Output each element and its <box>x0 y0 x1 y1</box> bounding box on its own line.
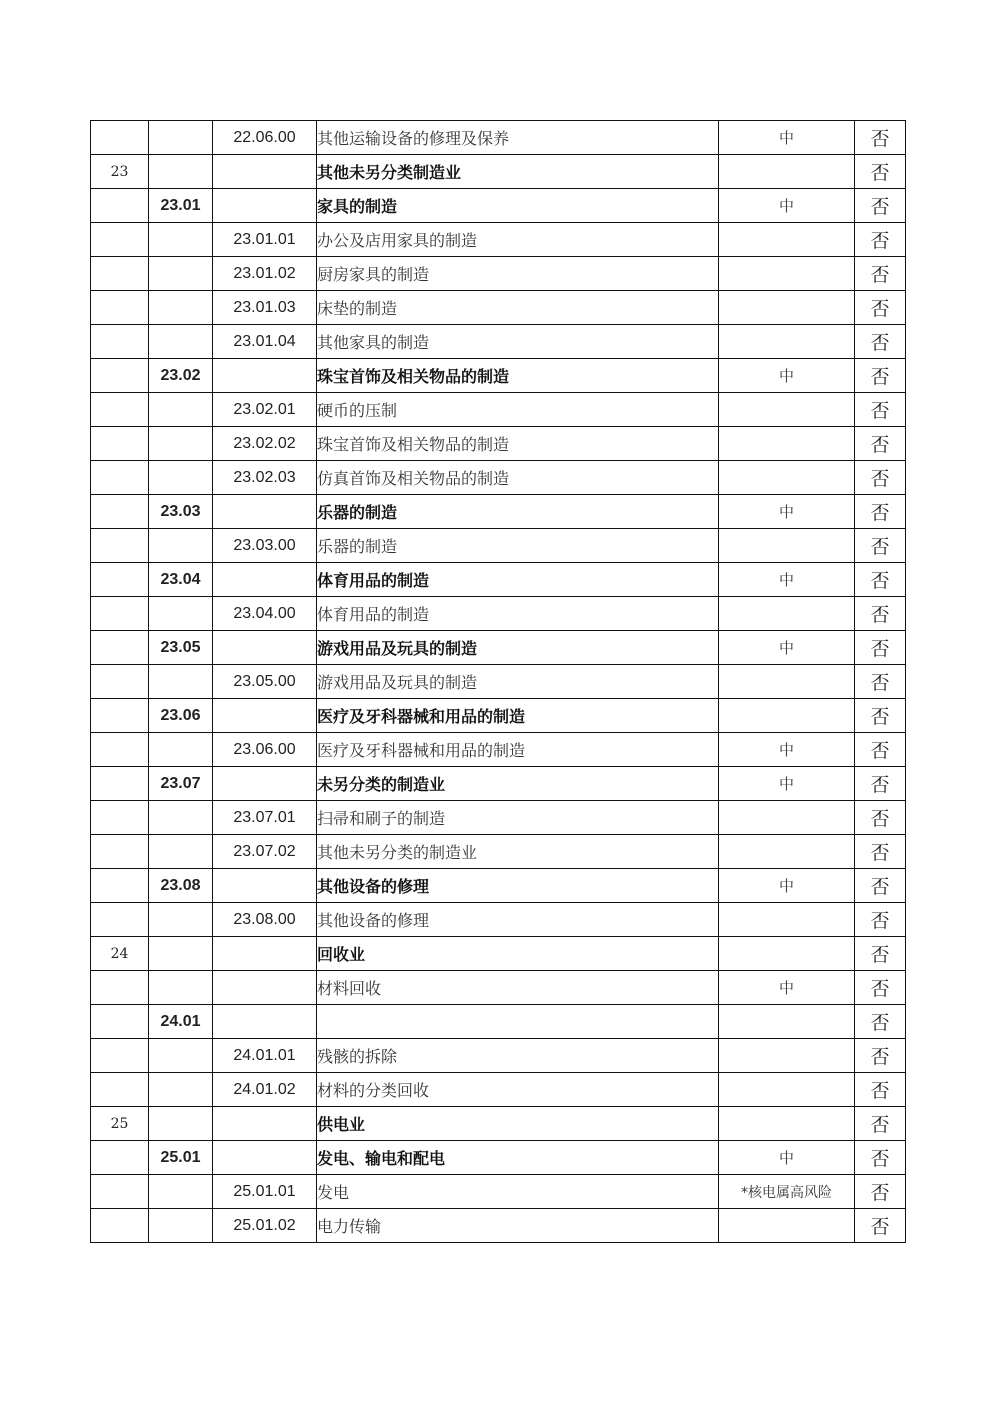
industry-name-cell: 其他设备的修理 <box>317 869 719 903</box>
section-code-cell <box>91 393 149 427</box>
flag-cell: 否 <box>855 155 906 189</box>
class-code-cell: 22.06.00 <box>213 121 317 155</box>
flag-cell: 否 <box>855 291 906 325</box>
class-code-cell: 23.04.00 <box>213 597 317 631</box>
industry-name-cell: 游戏用品及玩具的制造 <box>317 631 719 665</box>
industry-name-cell: 硬币的压制 <box>317 393 719 427</box>
flag-cell: 否 <box>855 1175 906 1209</box>
table-row <box>91 223 906 257</box>
risk-level-cell <box>719 801 855 835</box>
flag-cell: 否 <box>855 427 906 461</box>
class-code-cell: 23.02.01 <box>213 393 317 427</box>
group-code-cell: 23.08 <box>149 869 213 903</box>
class-code-cell: 23.05.00 <box>213 665 317 699</box>
table-row <box>91 903 906 937</box>
class-code-cell: 23.01.03 <box>213 291 317 325</box>
group-code-cell <box>149 257 213 291</box>
industry-name-cell: 供电业 <box>317 1107 719 1141</box>
table-row <box>91 189 906 223</box>
risk-level-cell <box>719 291 855 325</box>
flag-cell: 否 <box>855 189 906 223</box>
section-code-cell <box>91 1175 149 1209</box>
flag-cell: 否 <box>855 767 906 801</box>
table-row <box>91 1073 906 1107</box>
flag-cell: 否 <box>855 1005 906 1039</box>
risk-level-cell <box>719 393 855 427</box>
group-code-cell <box>149 1175 213 1209</box>
risk-level-cell: 中 <box>719 121 855 155</box>
industry-name-cell: 其他设备的修理 <box>317 903 719 937</box>
flag-cell: 否 <box>855 393 906 427</box>
section-code-cell <box>91 971 149 1005</box>
section-code-cell <box>91 1073 149 1107</box>
group-code-cell <box>149 903 213 937</box>
risk-level-cell <box>719 223 855 257</box>
class-code-cell: 23.08.00 <box>213 903 317 937</box>
group-code-cell <box>149 121 213 155</box>
group-code-cell: 23.06 <box>149 699 213 733</box>
class-code-cell <box>213 971 317 1005</box>
industry-name-cell: 未另分类的制造业 <box>317 767 719 801</box>
section-code-cell <box>91 767 149 801</box>
flag-cell: 否 <box>855 937 906 971</box>
industry-name-cell: 乐器的制造 <box>317 495 719 529</box>
industry-name-cell: 厨房家具的制造 <box>317 257 719 291</box>
risk-level-cell: 中 <box>719 563 855 597</box>
class-code-cell <box>213 495 317 529</box>
section-code-cell <box>91 597 149 631</box>
group-code-cell: 23.03 <box>149 495 213 529</box>
class-code-cell: 23.01.01 <box>213 223 317 257</box>
table-row <box>91 869 906 903</box>
section-code-cell <box>91 665 149 699</box>
class-code-cell: 25.01.01 <box>213 1175 317 1209</box>
class-code-cell: 23.07.01 <box>213 801 317 835</box>
table-row <box>91 393 906 427</box>
industry-name-cell: 家具的制造 <box>317 189 719 223</box>
flag-cell: 否 <box>855 835 906 869</box>
group-code-cell <box>149 393 213 427</box>
industry-name-cell: 残骸的拆除 <box>317 1039 719 1073</box>
section-code-cell <box>91 121 149 155</box>
section-code-cell <box>91 1005 149 1039</box>
group-code-cell <box>149 835 213 869</box>
class-code-cell <box>213 631 317 665</box>
risk-level-cell <box>719 937 855 971</box>
flag-cell: 否 <box>855 869 906 903</box>
section-code-cell <box>91 291 149 325</box>
section-code-cell <box>91 563 149 597</box>
group-code-cell: 24.01 <box>149 1005 213 1039</box>
section-code-cell <box>91 461 149 495</box>
group-code-cell <box>149 325 213 359</box>
group-code-cell <box>149 733 213 767</box>
flag-cell: 否 <box>855 801 906 835</box>
risk-level-cell <box>719 1005 855 1039</box>
risk-level-cell: 中 <box>719 359 855 393</box>
table-row <box>91 461 906 495</box>
table-row <box>91 155 906 189</box>
table-row <box>91 529 906 563</box>
table-row <box>91 937 906 971</box>
industry-name-cell: 乐器的制造 <box>317 529 719 563</box>
group-code-cell: 23.05 <box>149 631 213 665</box>
risk-level-cell <box>719 427 855 461</box>
flag-cell: 否 <box>855 733 906 767</box>
risk-level-cell <box>719 257 855 291</box>
industry-classification-table <box>90 120 906 1243</box>
table-row <box>91 801 906 835</box>
industry-name-cell: 仿真首饰及相关物品的制造 <box>317 461 719 495</box>
class-code-cell: 23.01.02 <box>213 257 317 291</box>
class-code-cell: 23.02.02 <box>213 427 317 461</box>
table-row <box>91 1005 906 1039</box>
class-code-cell: 23.02.03 <box>213 461 317 495</box>
section-code-cell <box>91 325 149 359</box>
risk-level-cell <box>719 1039 855 1073</box>
group-code-cell <box>149 427 213 461</box>
flag-cell: 否 <box>855 223 906 257</box>
flag-cell: 否 <box>855 461 906 495</box>
flag-cell: 否 <box>855 1039 906 1073</box>
risk-level-cell <box>719 1107 855 1141</box>
risk-level-cell <box>719 155 855 189</box>
table-row <box>91 631 906 665</box>
group-code-cell <box>149 291 213 325</box>
flag-cell: 否 <box>855 1107 906 1141</box>
group-code-cell <box>149 529 213 563</box>
table-row <box>91 665 906 699</box>
industry-name-cell: 珠宝首饰及相关物品的制造 <box>317 359 719 393</box>
table-row <box>91 257 906 291</box>
risk-level-cell <box>719 903 855 937</box>
section-code-cell <box>91 733 149 767</box>
table-row <box>91 1141 906 1175</box>
section-code-cell <box>91 1141 149 1175</box>
industry-name-cell: 床垫的制造 <box>317 291 719 325</box>
section-code-cell <box>91 699 149 733</box>
flag-cell: 否 <box>855 257 906 291</box>
table-row <box>91 291 906 325</box>
class-code-cell: 24.01.01 <box>213 1039 317 1073</box>
group-code-cell <box>149 1107 213 1141</box>
risk-level-cell <box>719 665 855 699</box>
class-code-cell: 23.03.00 <box>213 529 317 563</box>
table-row <box>91 699 906 733</box>
group-code-cell: 23.02 <box>149 359 213 393</box>
group-code-cell <box>149 937 213 971</box>
group-code-cell <box>149 1039 213 1073</box>
class-code-cell <box>213 1107 317 1141</box>
group-code-cell <box>149 801 213 835</box>
flag-cell: 否 <box>855 359 906 393</box>
industry-name-cell: 其他运输设备的修理及保养 <box>317 121 719 155</box>
section-code-cell <box>91 495 149 529</box>
group-code-cell <box>149 223 213 257</box>
class-code-cell <box>213 155 317 189</box>
section-code-cell <box>91 427 149 461</box>
group-code-cell <box>149 461 213 495</box>
section-code-cell <box>91 1209 149 1243</box>
section-code-cell <box>91 257 149 291</box>
flag-cell: 否 <box>855 631 906 665</box>
class-code-cell <box>213 563 317 597</box>
group-code-cell <box>149 1209 213 1243</box>
industry-name-cell: 其他未另分类制造业 <box>317 155 719 189</box>
section-code-cell: 25 <box>91 1107 149 1141</box>
class-code-cell: 24.01.02 <box>213 1073 317 1107</box>
table-row <box>91 121 906 155</box>
risk-level-cell <box>719 1073 855 1107</box>
table-row <box>91 1209 906 1243</box>
table-row <box>91 1039 906 1073</box>
table-body <box>91 121 906 1243</box>
group-code-cell <box>149 1073 213 1107</box>
flag-cell: 否 <box>855 903 906 937</box>
class-code-cell: 25.01.02 <box>213 1209 317 1243</box>
table-row <box>91 495 906 529</box>
group-code-cell: 23.04 <box>149 563 213 597</box>
section-code-cell <box>91 223 149 257</box>
industry-name-cell: 扫帚和刷子的制造 <box>317 801 719 835</box>
section-code-cell <box>91 359 149 393</box>
class-code-cell: 23.06.00 <box>213 733 317 767</box>
flag-cell: 否 <box>855 1073 906 1107</box>
table-row <box>91 767 906 801</box>
industry-name-cell: 材料回收 <box>317 971 719 1005</box>
section-code-cell <box>91 801 149 835</box>
risk-level-cell <box>719 461 855 495</box>
risk-level-cell: *核电属高风险 <box>719 1175 855 1209</box>
class-code-cell <box>213 1005 317 1039</box>
risk-level-cell <box>719 597 855 631</box>
industry-name-cell: 珠宝首饰及相关物品的制造 <box>317 427 719 461</box>
industry-name-cell: 发电 <box>317 1175 719 1209</box>
group-code-cell <box>149 971 213 1005</box>
flag-cell: 否 <box>855 121 906 155</box>
industry-name-cell: 游戏用品及玩具的制造 <box>317 665 719 699</box>
group-code-cell <box>149 597 213 631</box>
section-code-cell: 23 <box>91 155 149 189</box>
group-code-cell: 25.01 <box>149 1141 213 1175</box>
industry-name-cell: 材料的分类回收 <box>317 1073 719 1107</box>
section-code-cell: 24 <box>91 937 149 971</box>
risk-level-cell: 中 <box>719 189 855 223</box>
flag-cell: 否 <box>855 665 906 699</box>
industry-name-cell: 体育用品的制造 <box>317 563 719 597</box>
flag-cell: 否 <box>855 325 906 359</box>
risk-level-cell: 中 <box>719 767 855 801</box>
class-code-cell <box>213 937 317 971</box>
section-code-cell <box>91 903 149 937</box>
table-row <box>91 971 906 1005</box>
class-code-cell <box>213 1141 317 1175</box>
class-code-cell: 23.01.04 <box>213 325 317 359</box>
table-row <box>91 1175 906 1209</box>
industry-name-cell: 医疗及牙科器械和用品的制造 <box>317 699 719 733</box>
industry-name-cell: 发电、输电和配电 <box>317 1141 719 1175</box>
section-code-cell <box>91 529 149 563</box>
flag-cell: 否 <box>855 971 906 1005</box>
industry-name-cell: 其他未另分类的制造业 <box>317 835 719 869</box>
table-row <box>91 733 906 767</box>
risk-level-cell: 中 <box>719 1141 855 1175</box>
group-code-cell: 23.01 <box>149 189 213 223</box>
class-code-cell <box>213 189 317 223</box>
table-row <box>91 597 906 631</box>
class-code-cell <box>213 767 317 801</box>
table-row <box>91 563 906 597</box>
risk-level-cell: 中 <box>719 631 855 665</box>
flag-cell: 否 <box>855 597 906 631</box>
risk-level-cell: 中 <box>719 869 855 903</box>
class-code-cell <box>213 869 317 903</box>
table-row <box>91 325 906 359</box>
risk-level-cell: 中 <box>719 971 855 1005</box>
risk-level-cell <box>719 835 855 869</box>
class-code-cell: 23.07.02 <box>213 835 317 869</box>
industry-name-cell: 回收业 <box>317 937 719 971</box>
group-code-cell <box>149 665 213 699</box>
group-code-cell: 23.07 <box>149 767 213 801</box>
industry-name-cell: 电力传输 <box>317 1209 719 1243</box>
flag-cell: 否 <box>855 529 906 563</box>
table-row <box>91 359 906 393</box>
class-code-cell <box>213 699 317 733</box>
flag-cell: 否 <box>855 495 906 529</box>
industry-name-cell: 医疗及牙科器械和用品的制造 <box>317 733 719 767</box>
risk-level-cell <box>719 1209 855 1243</box>
flag-cell: 否 <box>855 1141 906 1175</box>
risk-level-cell: 中 <box>719 495 855 529</box>
table-row <box>91 835 906 869</box>
industry-name-cell: 体育用品的制造 <box>317 597 719 631</box>
industry-name-cell: 办公及店用家具的制造 <box>317 223 719 257</box>
risk-level-cell <box>719 529 855 563</box>
section-code-cell <box>91 189 149 223</box>
flag-cell: 否 <box>855 1209 906 1243</box>
table-row <box>91 1107 906 1141</box>
risk-level-cell <box>719 699 855 733</box>
flag-cell: 否 <box>855 563 906 597</box>
group-code-cell <box>149 155 213 189</box>
industry-name-cell <box>317 1005 719 1039</box>
table-row <box>91 427 906 461</box>
industry-name-cell: 其他家具的制造 <box>317 325 719 359</box>
section-code-cell <box>91 835 149 869</box>
risk-level-cell <box>719 325 855 359</box>
section-code-cell <box>91 631 149 665</box>
section-code-cell <box>91 1039 149 1073</box>
risk-level-cell: 中 <box>719 733 855 767</box>
flag-cell: 否 <box>855 699 906 733</box>
class-code-cell <box>213 359 317 393</box>
section-code-cell <box>91 869 149 903</box>
